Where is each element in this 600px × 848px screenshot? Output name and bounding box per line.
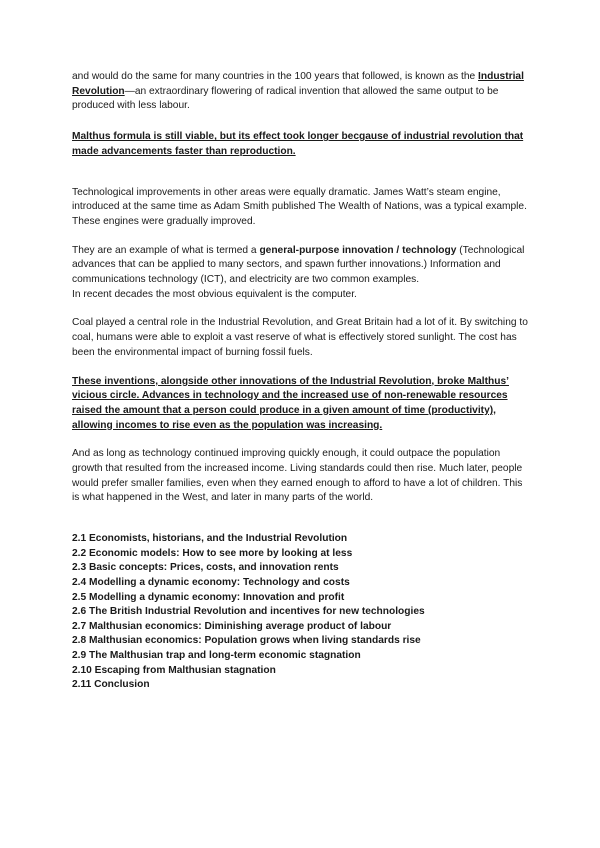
paragraph-text: —an extraordinary flowering of radical invention that allowed the same output to be produced with less labour. [72, 85, 499, 112]
toc-item: 2.10 Escaping from Malthusian stagnation [72, 664, 276, 676]
term-general-purpose-technology: general-purpose innovation / technology [259, 244, 457, 256]
paragraph-computer: In recent decades the most obvious equivalent is the computer. [72, 288, 357, 300]
paragraph-text: and would do the same for many countries in the 100 years that followed, is known as the [72, 71, 476, 82]
table-of-contents [72, 532, 532, 693]
toc-item: 2.11 Conclusion [72, 679, 150, 691]
paragraph-steam-engine: Technological improvements in other areas were equally dramatic. James Watt’s steam engine, introduced at the same time as Adam Smith published The Wealth of Nations, was a typical example. These engines were gradually improved. [72, 186, 527, 227]
toc-item: 2.9 The Malthusian trap and long-term economic stagnation [72, 649, 361, 661]
toc-item: 2.6 The British Industrial Revolution and incentives for new technologies [72, 606, 425, 618]
term-industrial-revolution: Industrial Revolution [72, 71, 524, 97]
paragraph-text: (Technological advances that can be applied to many sectors, and spawn further innovations.) Information and communications technology (ICT), and electricity are two common examples. [72, 244, 525, 286]
toc-item: 2.3 Basic concepts: Prices, costs, and innovation rents [72, 562, 339, 574]
note-vicious-circle: These inventions, alongside other innovations of the Industrial Revolution, broke Malthus’ vicious circle. Advances in technology and the increased use of non-renewable resources raised the amount that a person could produce in a given amount of time (productivity), allowing incomes to rise even as the population was increasing. [72, 375, 509, 431]
toc-item: 2.5 Modelling a dynamic economy: Innovation and profit [72, 591, 345, 603]
toc-item: 2.8 Malthusian economics: Population grows when living standards rise [72, 635, 421, 647]
toc-item: 2.4 Modelling a dynamic economy: Technology and costs [72, 576, 350, 588]
paragraph-coal: Coal played a central role in the Industrial Revolution, and Great Britain had a lot of it. By switching to coal, humans were able to exploit a vast reserve of what is effectively stored sunlight. The cost has been the environmental impact of burning fossil fuels. [72, 317, 528, 358]
note-malthus-formula: Malthus formula is still viable, but its effect took longer becgause of industrial revolution that made advancements faster than reproduction. [72, 131, 524, 157]
toc-item: 2.7 Malthusian economics: Diminishing average product of labour [72, 620, 392, 632]
toc-item: 2.1 Economists, historians, and the Industrial Revolution [72, 533, 348, 545]
paragraph-general-purpose [72, 244, 532, 288]
toc-item: 2.2 Economic models: How to see more by looking at less [72, 547, 353, 559]
paragraph-text: They are an example of what is termed a [72, 244, 260, 256]
paragraph-industrial-revolution [72, 70, 532, 114]
paragraph-technology-outpace: And as long as technology continued improving quickly enough, it could outpace the population growth that resulted from the increased income. Living standards could then rise. Much later, people would prefer smaller families, even when they earned enough to afford to have a lot of children. This is what happened in the West, and later in many parts of the world. [72, 448, 523, 504]
document-page [72, 70, 532, 693]
